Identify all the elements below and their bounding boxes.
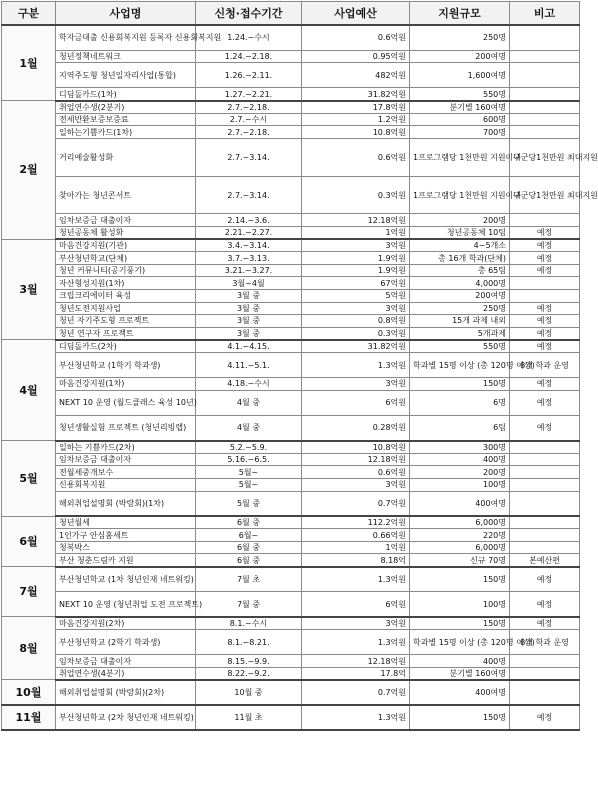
application-period-cell: 1.24.~수시 (196, 25, 302, 50)
program-name-cell: 부산청년학교 (2학기 학과생) (56, 630, 196, 655)
support-scale-cell: 학과별 15명 이상 (총 120명 이상) (410, 352, 510, 377)
month-cell: 3월 (2, 239, 56, 340)
support-scale-cell: 총 65팀 (410, 264, 510, 277)
application-period-cell: 4.11.~5.1. (196, 352, 302, 377)
youth-program-schedule-table (1, 1, 598, 731)
budget-cell: 12.18억원 (302, 214, 410, 227)
month-cell: 5월 (2, 441, 56, 517)
support-scale-cell: 250명 (410, 302, 510, 315)
header-support-scale: 지원규모 (410, 2, 510, 26)
program-name-cell: 자산형성지원(1차) (56, 277, 196, 290)
header-program-name: 사업명 (56, 2, 196, 26)
table-row (2, 705, 580, 730)
program-name-cell: 해외취업설명회 (박람회)(2차) (56, 680, 196, 705)
table-row (2, 277, 580, 290)
note-cell (510, 63, 580, 88)
application-period-cell: 2.7.~수시 (196, 113, 302, 126)
note-cell: 구군당1천만원 최대지원 (510, 138, 580, 176)
budget-cell: 0.66억원 (302, 529, 410, 542)
budget-cell: 1억원 (302, 541, 410, 554)
application-period-cell: 4.18.~수시 (196, 378, 302, 391)
program-name-cell: 청복박스 (56, 541, 196, 554)
application-period-cell: 2.21.~2.27. (196, 227, 302, 240)
note-cell: 예정 (510, 390, 580, 415)
support-scale-cell: 200여명 (410, 50, 510, 63)
support-scale-cell: 4~5개소 (410, 239, 510, 252)
application-period-cell: 6월 중 (196, 516, 302, 529)
program-name-cell: 부산청년학교 (1학기 학과생) (56, 352, 196, 377)
table-row (2, 88, 580, 101)
table-row (2, 252, 580, 265)
support-scale-cell: 6,000명 (410, 516, 510, 529)
application-period-cell: 5월~ (196, 478, 302, 491)
application-period-cell: 2.14.~3.6. (196, 214, 302, 227)
budget-cell: 67억원 (302, 277, 410, 290)
support-scale-cell: 600명 (410, 113, 510, 126)
program-name-cell: 전세반환보증보증료 (56, 113, 196, 126)
program-name-cell: NEXT 10 운영 (월드클래스 육성 10년) (56, 390, 196, 415)
budget-cell: 1억원 (302, 227, 410, 240)
month-cell: 6월 (2, 516, 56, 566)
application-period-cell: 7월 초 (196, 567, 302, 592)
program-name-cell: 일하는 기쁨카드(2차) (56, 441, 196, 454)
program-name-cell: 취업연수생(4분기) (56, 667, 196, 680)
note-cell (510, 466, 580, 479)
note-cell: 8개 학과 운영 (510, 352, 580, 377)
program-name-cell: 일하는기쁨카드(1차) (56, 126, 196, 139)
budget-cell: 17.8억원 (302, 101, 410, 114)
table-row (2, 113, 580, 126)
header-category: 구분 (2, 2, 56, 26)
budget-cell: 1.3억원 (302, 705, 410, 730)
application-period-cell: 5월 중 (196, 491, 302, 516)
program-name-cell: 거리예술활성화 (56, 138, 196, 176)
budget-cell: 6억원 (302, 390, 410, 415)
budget-cell: 3억원 (302, 239, 410, 252)
header-row (2, 2, 580, 26)
table-row (2, 302, 580, 315)
budget-cell: 0.6억원 (302, 138, 410, 176)
application-period-cell: 2.7.~3.14. (196, 138, 302, 176)
table-row (2, 453, 580, 466)
table-row (2, 63, 580, 88)
support-scale-cell: 200명 (410, 466, 510, 479)
month-cell: 4월 (2, 340, 56, 441)
budget-cell: 482억원 (302, 63, 410, 88)
table-row (2, 176, 580, 214)
support-scale-cell: 6,000명 (410, 541, 510, 554)
note-cell (510, 126, 580, 139)
budget-cell: 0.7억원 (302, 680, 410, 705)
note-cell: 예정 (510, 378, 580, 391)
support-scale-cell: 15개 과제 내외 (410, 315, 510, 328)
application-period-cell: 1.24.~2.18. (196, 50, 302, 63)
note-cell: 예정 (510, 227, 580, 240)
note-cell (510, 113, 580, 126)
budget-cell: 6억원 (302, 592, 410, 617)
support-scale-cell: 6팀 (410, 415, 510, 440)
program-name-cell: 청년 연구자 프로젝트 (56, 327, 196, 340)
table-row (2, 478, 580, 491)
support-scale-cell: 5개과제 (410, 327, 510, 340)
program-name-cell: 부산청년학교(단체) (56, 252, 196, 265)
table-row (2, 315, 580, 328)
table-row (2, 340, 580, 353)
support-scale-cell: 6명 (410, 390, 510, 415)
table-row (2, 491, 580, 516)
header-note: 비고 (510, 2, 580, 26)
table-row (2, 617, 580, 630)
support-scale-cell: 1프로그램당 1천만원 지원이내 (410, 138, 510, 176)
application-period-cell: 8.1.~8.21. (196, 630, 302, 655)
program-name-cell: 마음건강지원(1차) (56, 378, 196, 391)
support-scale-cell: 700명 (410, 126, 510, 139)
table-row (2, 227, 580, 240)
program-name-cell: 임차보증금 대출이자 (56, 453, 196, 466)
application-period-cell: 7월 중 (196, 592, 302, 617)
application-period-cell: 5.2.~5.9. (196, 441, 302, 454)
budget-cell: 1.3억원 (302, 352, 410, 377)
support-scale-cell: 200여명 (410, 290, 510, 303)
support-scale-cell: 100명 (410, 592, 510, 617)
application-period-cell: 3월~4월 (196, 277, 302, 290)
table-row (2, 667, 580, 680)
table-body (2, 25, 598, 730)
budget-cell: 3억원 (302, 478, 410, 491)
program-name-cell: 청년 자기주도형 프로젝트 (56, 315, 196, 328)
application-period-cell: 2.7.~2.18. (196, 126, 302, 139)
program-name-cell: 크립크리에이터 육성 (56, 290, 196, 303)
month-cell: 1월 (2, 25, 56, 101)
budget-cell: 0.3억원 (302, 176, 410, 214)
budget-cell: 0.28억원 (302, 415, 410, 440)
budget-cell: 10.8억원 (302, 441, 410, 454)
note-cell: 구군당1천만원 최대지원 (510, 176, 580, 214)
note-cell (510, 50, 580, 63)
header-budget: 사업예산 (302, 2, 410, 26)
support-scale-cell: 1프로그램당 1천만원 지원이내 (410, 176, 510, 214)
budget-cell: 12.18억원 (302, 453, 410, 466)
budget-cell: 1.9억원 (302, 252, 410, 265)
note-cell (510, 516, 580, 529)
month-cell: 10월 (2, 680, 56, 705)
program-name-cell: 청년정책네트워크 (56, 50, 196, 63)
budget-cell: 8.18억 (302, 554, 410, 567)
support-scale-cell: 300명 (410, 441, 510, 454)
support-scale-cell: 400명 (410, 655, 510, 668)
note-cell (510, 88, 580, 101)
note-cell: 예정 (510, 592, 580, 617)
table-row (2, 327, 580, 340)
table-row (2, 239, 580, 252)
program-name-cell: 부산청년학교 (1차 청년인재 네트워킹) (56, 567, 196, 592)
table-row (2, 390, 580, 415)
table-row (2, 554, 580, 567)
budget-cell: 0.6억원 (302, 25, 410, 50)
budget-cell: 12.18억원 (302, 655, 410, 668)
program-name-cell: 지역주도형 청년일자리사업(통합) (56, 63, 196, 88)
program-name-cell: 청년생활실험 프로젝트 (청년리빙랩) (56, 415, 196, 440)
application-period-cell: 6월~ (196, 529, 302, 542)
note-cell: 예정 (510, 315, 580, 328)
program-name-cell: 마음건강지원(2차) (56, 617, 196, 630)
support-scale-cell: 분기별 160여명 (410, 101, 510, 114)
application-period-cell: 2.7.~3.14. (196, 176, 302, 214)
note-cell (510, 277, 580, 290)
note-cell (510, 541, 580, 554)
application-period-cell: 3월 중 (196, 290, 302, 303)
program-name-cell: 부산청년학교 (2차 청년인재 네트워킹) (56, 705, 196, 730)
support-scale-cell: 200명 (410, 214, 510, 227)
support-scale-cell: 청년공동체 10팀 (410, 227, 510, 240)
budget-cell: 0.95억원 (302, 50, 410, 63)
program-name-cell: 청년공동체 활성화 (56, 227, 196, 240)
table-row (2, 50, 580, 63)
program-name-cell: 마음건강지원(기관) (56, 239, 196, 252)
note-cell: 예정 (510, 252, 580, 265)
support-scale-cell: 400여명 (410, 680, 510, 705)
support-scale-cell: 220명 (410, 529, 510, 542)
note-cell: 예정 (510, 567, 580, 592)
table-row (2, 630, 580, 655)
program-name-cell: 해외취업설명회 (박람회)(1차) (56, 491, 196, 516)
table-row (2, 25, 580, 50)
budget-cell: 0.3억원 (302, 327, 410, 340)
note-cell (510, 453, 580, 466)
table-row (2, 516, 580, 529)
application-period-cell: 8.15.~9.9. (196, 655, 302, 668)
application-period-cell: 3.4.~3.14. (196, 239, 302, 252)
program-name-cell: 신용회복지원 (56, 478, 196, 491)
table-row (2, 441, 580, 454)
table-row (2, 655, 580, 668)
application-period-cell: 3.7.~3.13. (196, 252, 302, 265)
note-cell: 8개 학과 운영 (510, 630, 580, 655)
support-scale-cell: 400명 (410, 453, 510, 466)
application-period-cell: 5.16.~6.5. (196, 453, 302, 466)
note-cell (510, 25, 580, 50)
application-period-cell: 4월 중 (196, 415, 302, 440)
support-scale-cell: 550명 (410, 340, 510, 353)
table-row (2, 126, 580, 139)
application-period-cell: 3월 중 (196, 327, 302, 340)
application-period-cell: 11월 초 (196, 705, 302, 730)
table-row (2, 101, 580, 114)
program-name-cell: 찾아가는 청년콘서트 (56, 176, 196, 214)
note-cell (510, 667, 580, 680)
application-period-cell: 8.22.~9.2. (196, 667, 302, 680)
budget-cell: 5억원 (302, 290, 410, 303)
table-row (2, 680, 580, 705)
budget-cell: 1.9억원 (302, 264, 410, 277)
table-row (2, 415, 580, 440)
table-row (2, 567, 580, 592)
budget-cell: 3억원 (302, 378, 410, 391)
note-cell: 본예산편 (510, 554, 580, 567)
note-cell: 예정 (510, 302, 580, 315)
program-name-cell: 디딤돌카드(2차) (56, 340, 196, 353)
application-period-cell: 2.7.~2.18. (196, 101, 302, 114)
note-cell (510, 529, 580, 542)
table-row (2, 264, 580, 277)
table-row (2, 290, 580, 303)
program-name-cell: 학자금대출 신용회복지원 등록자 신용회복지원 (56, 25, 196, 50)
application-period-cell: 5월~ (196, 466, 302, 479)
note-cell (510, 478, 580, 491)
table-row (2, 378, 580, 391)
application-period-cell: 6월 중 (196, 541, 302, 554)
budget-cell: 31.82억원 (302, 340, 410, 353)
table-row (2, 529, 580, 542)
budget-cell: 31.82억원 (302, 88, 410, 101)
support-scale-cell: 150명 (410, 378, 510, 391)
table-row (2, 466, 580, 479)
budget-cell: 17.8억 (302, 667, 410, 680)
budget-cell: 0.7억원 (302, 491, 410, 516)
note-cell (510, 101, 580, 114)
table-row (2, 352, 580, 377)
note-cell: 예정 (510, 415, 580, 440)
month-cell: 2월 (2, 101, 56, 240)
note-cell: 예정 (510, 705, 580, 730)
table-row (2, 541, 580, 554)
note-cell: 예정 (510, 340, 580, 353)
note-cell: 예정 (510, 617, 580, 630)
note-cell (510, 214, 580, 227)
application-period-cell: 3월 중 (196, 302, 302, 315)
program-name-cell: 청년도전지원사업 (56, 302, 196, 315)
program-name-cell: 청년월세 (56, 516, 196, 529)
note-cell: 예정 (510, 239, 580, 252)
month-cell: 8월 (2, 617, 56, 680)
schedule-sheet (1, 1, 598, 799)
budget-cell: 112.2억원 (302, 516, 410, 529)
table-row (2, 138, 580, 176)
application-period-cell: 8.1.~수시 (196, 617, 302, 630)
application-period-cell: 4.1.~4.15. (196, 340, 302, 353)
program-name-cell: 디딤돌카드(1차) (56, 88, 196, 101)
application-period-cell: 1.26.~2.11. (196, 63, 302, 88)
support-scale-cell: 100명 (410, 478, 510, 491)
support-scale-cell: 학과별 15명 이상 (총 120명 이상) (410, 630, 510, 655)
program-name-cell: 취업연수생(2분기) (56, 101, 196, 114)
header-application-period: 신청·접수기간 (196, 2, 302, 26)
month-cell: 11월 (2, 705, 56, 730)
program-name-cell: NEXT 10 운영 (청년취업 도전 프로젝트) (56, 592, 196, 617)
application-period-cell: 3.21.~3.27. (196, 264, 302, 277)
budget-cell: 1.2억원 (302, 113, 410, 126)
table-row (2, 592, 580, 617)
support-scale-cell: 150명 (410, 705, 510, 730)
note-cell: 예정 (510, 264, 580, 277)
application-period-cell: 1.27.~2.21. (196, 88, 302, 101)
note-cell: 예정 (510, 327, 580, 340)
month-cell: 7월 (2, 567, 56, 617)
budget-cell: 1.3억원 (302, 567, 410, 592)
application-period-cell: 10월 중 (196, 680, 302, 705)
program-name-cell: 임차보증금 대출이자 (56, 655, 196, 668)
budget-cell: 0.6억원 (302, 466, 410, 479)
note-cell (510, 441, 580, 454)
budget-cell: 3억원 (302, 617, 410, 630)
support-scale-cell: 550명 (410, 88, 510, 101)
note-cell (510, 491, 580, 516)
note-cell (510, 290, 580, 303)
program-name-cell: 1인가구 안심홈세트 (56, 529, 196, 542)
note-cell (510, 680, 580, 705)
application-period-cell: 3월 중 (196, 315, 302, 328)
support-scale-cell: 신규 70명 (410, 554, 510, 567)
budget-cell: 10.8억원 (302, 126, 410, 139)
application-period-cell: 6월 중 (196, 554, 302, 567)
budget-cell: 3억원 (302, 302, 410, 315)
support-scale-cell: 1,600여명 (410, 63, 510, 88)
note-cell (510, 655, 580, 668)
support-scale-cell: 150명 (410, 617, 510, 630)
support-scale-cell: 4,000명 (410, 277, 510, 290)
program-name-cell: 부산 청춘드림카 지원 (56, 554, 196, 567)
application-period-cell: 4월 중 (196, 390, 302, 415)
support-scale-cell: 총 16개 학과(단체) (410, 252, 510, 265)
budget-cell: 1.3억원 (302, 630, 410, 655)
budget-cell: 0.8억원 (302, 315, 410, 328)
support-scale-cell: 250명 (410, 25, 510, 50)
program-name-cell: 전월세중개보수 (56, 466, 196, 479)
support-scale-cell: 400여명 (410, 491, 510, 516)
program-name-cell: 임차보증금 대출이자 (56, 214, 196, 227)
support-scale-cell: 150명 (410, 567, 510, 592)
program-name-cell: 청년 커뮤니티(공기풍기) (56, 264, 196, 277)
support-scale-cell: 분기별 160여명 (410, 667, 510, 680)
table-row (2, 214, 580, 227)
